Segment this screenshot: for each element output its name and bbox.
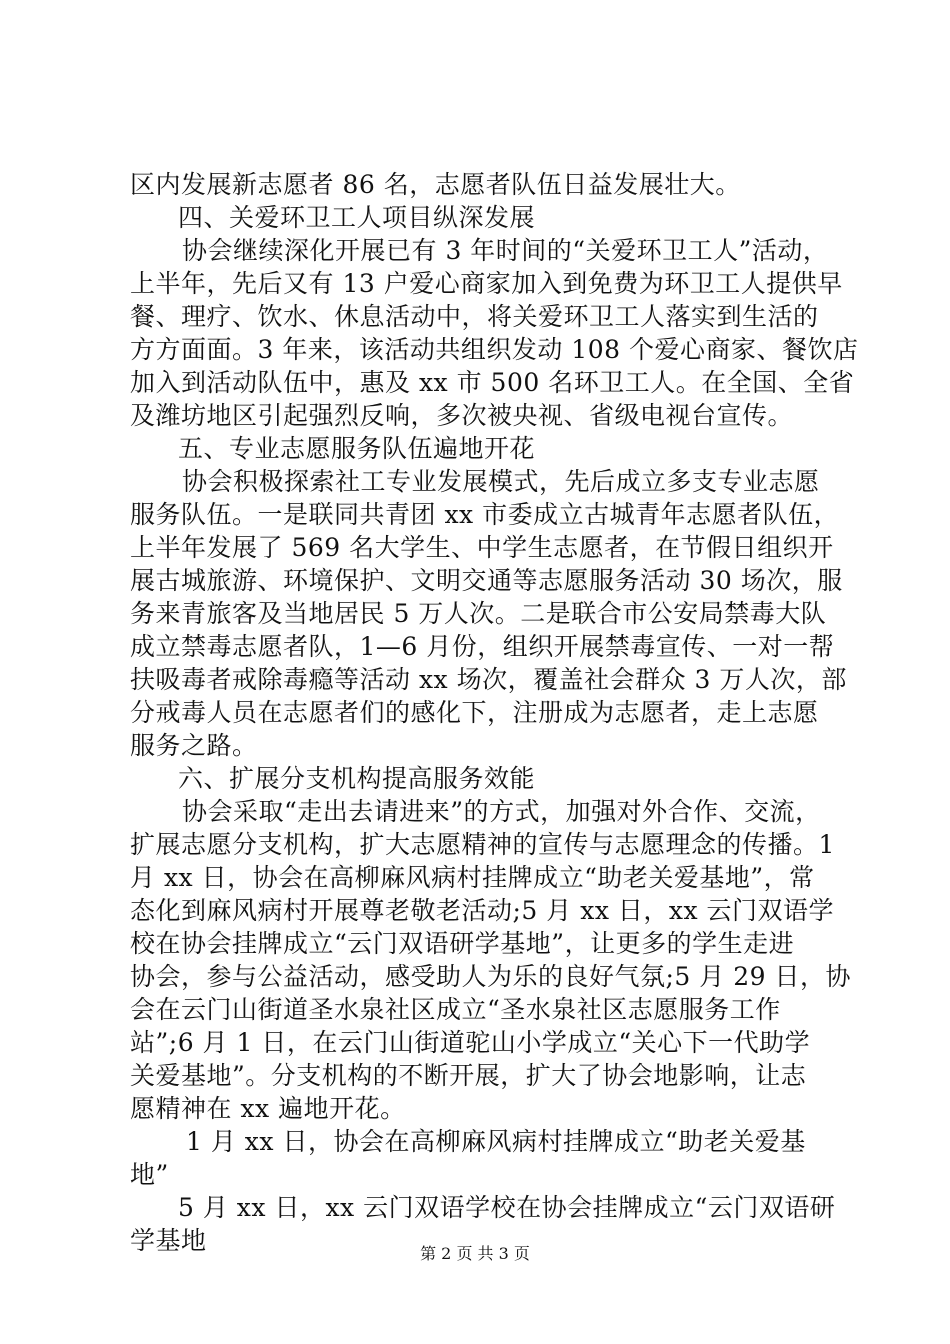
body-line: 校在协会挂牌成立“云门双语研学基地”，让更多的学生走进 — [130, 929, 795, 958]
body-line: 关爱基地”。分支机构的不断开展，扩大了协会地影响，让志 — [130, 1061, 807, 1090]
body-line: 会在云门山街道圣水泉社区成立“圣水泉社区志愿服务工作 — [130, 995, 781, 1024]
body-line: 分戒毒人员在志愿者们的感化下，注册成为志愿者，走上志愿 — [130, 698, 819, 727]
body-line: 上半年发展了 569 名大学生、中学生志愿者，在节假日组织开 — [130, 533, 834, 562]
body-line: 展古城旅游、环境保护、文明交通等志愿服务活动 30 场次，服 — [130, 566, 843, 595]
section-heading-4: 四、关爱环卫工人项目纵深发展 — [178, 203, 536, 232]
body-line: 加入到活动队伍中，惠及 xx 市 500 名环卫工人。在全国、全省 — [130, 368, 855, 397]
body-line: 方方面面。3 年来，该活动共组织发动 108 个爱心商家、餐饮店 — [130, 335, 859, 364]
body-line: 协会，参与公益活动，感受助人为乐的良好气氛;5 月 29 日，协 — [130, 962, 851, 991]
body-line: 学基地 — [130, 1226, 207, 1255]
body-line: 服务之路。 — [130, 731, 258, 760]
paragraph-first-line: 协会采取“走出去请进来”的方式，加强对外合作、交流， — [182, 797, 821, 826]
paragraph-first-line: 5 月 xx 日，xx 云门双语学校在协会挂牌成立“云门双语研 — [178, 1193, 836, 1222]
body-line: 成立禁毒志愿者队，1—6 月份，组织开展禁毒宣传、一对一帮 — [130, 632, 835, 661]
body-line: 月 xx 日，协会在高柳麻风病村挂牌成立“助老关爱基地”，常 — [130, 863, 815, 892]
body-line: 扩展志愿分支机构，扩大志愿精神的宣传与志愿理念的传播。1 — [130, 830, 835, 859]
body-line: 服务队伍。一是联同共青团 xx 市委成立古城青年志愿者队伍， — [130, 500, 840, 529]
body-line: 务来青旅客及当地居民 5 万人次。二是联合市公安局禁毒大队 — [130, 599, 827, 628]
body-line: 上半年，先后又有 13 户爱心商家加入到免费为环卫工人提供早 — [130, 269, 843, 298]
body-line: 地” — [130, 1160, 169, 1189]
paragraph-first-line: 协会积极探索社工专业发展模式，先后成立多支专业志愿 — [182, 467, 820, 496]
body-line: 餐、理疗、饮水、休息活动中，将关爱环卫工人落实到生活的 — [130, 302, 819, 331]
body-line: 扶吸毒者戒除毒瘾等活动 xx 场次，覆盖社会群众 3 万人次，部 — [130, 665, 847, 694]
document-body — [130, 168, 859, 1257]
body-line: 区内发展新志愿者 86 名，志愿者队伍日益发展壮大。 — [130, 170, 741, 199]
section-heading-5: 五、专业志愿服务队伍遍地开花 — [178, 434, 536, 463]
body-line: 站”;6 月 1 日，在云门山街道驼山小学成立“关心下一代助学 — [130, 1028, 811, 1057]
page-footer: 第 2 页 共 3 页 — [420, 1244, 530, 1263]
body-line: 态化到麻风病村开展尊老敬老活动;5 月 xx 日，xx 云门双语学 — [130, 896, 835, 925]
body-line: 愿精神在 xx 遍地开花。 — [130, 1094, 406, 1123]
paragraph-first-line: 协会继续深化开展已有 3 年时间的“关爱环卫工人”活动， — [182, 236, 829, 265]
paragraph-first-line: 1 月 xx 日，协会在高柳麻风病村挂牌成立“助老关爱基 — [186, 1127, 806, 1156]
body-line: 及潍坊地区引起强烈反响，多次被央视、省级电视台宣传。 — [130, 401, 794, 430]
section-heading-6: 六、扩展分支机构提高服务效能 — [178, 764, 536, 793]
